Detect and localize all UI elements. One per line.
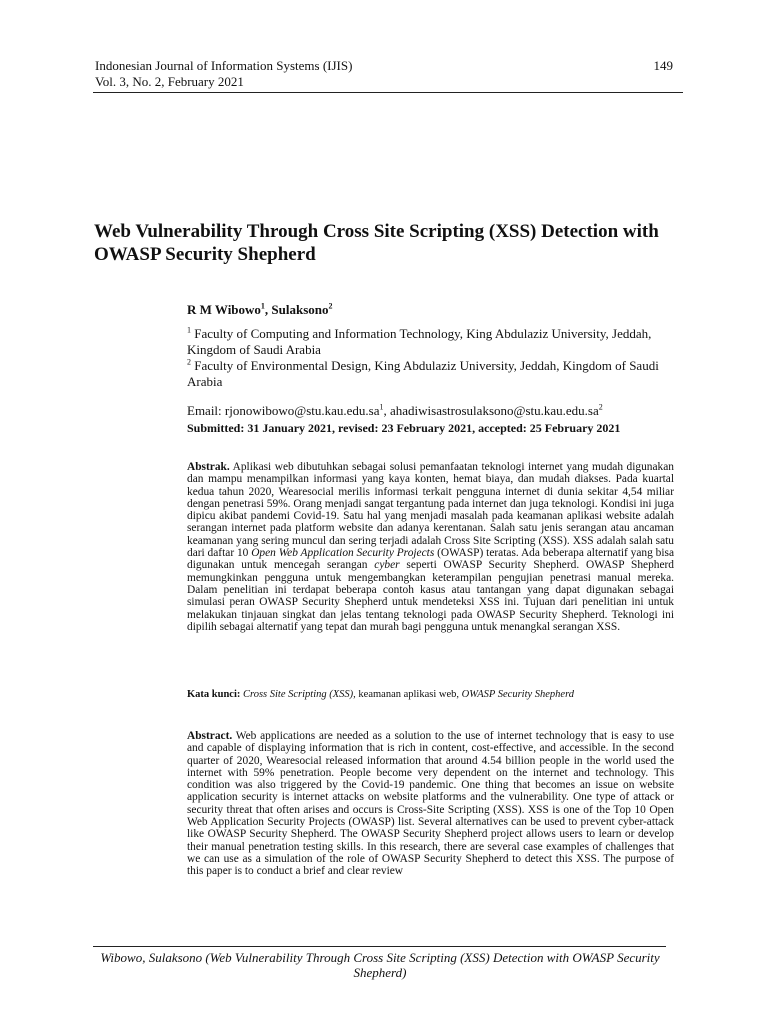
- journal-volume: Vol. 3, No. 2, February 2021: [95, 74, 244, 89]
- email-address[interactable]: ahadiwisastrosulaksono@stu.kau.edu.sa: [390, 403, 599, 418]
- keyword: Cross Site Scripting (XSS),: [243, 689, 356, 700]
- email-address[interactable]: rjonowibowo@stu.kau.edu.sa: [224, 403, 380, 418]
- header-divider: [93, 92, 683, 93]
- affiliation-1: [187, 326, 667, 358]
- running-header: [95, 58, 683, 90]
- affiliation-mark: 1: [187, 325, 191, 335]
- keywords: [187, 689, 574, 700]
- contact-emails: [187, 403, 603, 419]
- abstrak-text: Aplikasi web dibutuhkan sebagai solusi pemanfaatan teknologi internet yang mudah digunakan dan mampu menampilkan informasi yang kaya konten, hemat biaya, dan mudah diakses. Pada kuartal kedua tahun 2020, Wearesocial merilis informasi terkait pengguna internet di dunia sekitar 4,54 miliar dengan penetrasi 59%. Orang menjadi sangat tergantung pada internet dan juga teknologi. Kondisi ini juga dipicu akibat pandemi Covid-19. Satu hal yang menjadi masalah pada keamanan aplikasi website adalah serangan internet pada platform website dan adanya kerentanan. Salah satu jenis serangan atau ancaman keamanan yang sering muncul dan sering terjadi adalah Cross Site Scripting (XSS). XSS adalah salah satu dari daftar 10: [187, 461, 674, 560]
- submission-dates: Submitted: 31 January 2021, revised: 23 February 2021, accepted: 25 February 2021: [187, 421, 621, 435]
- affiliation-text: Faculty of Environmental Design, King Abdulaziz University, Jeddah, Kingdom of Saudi Arabia: [187, 358, 659, 389]
- email-separator: ,: [383, 403, 391, 418]
- affiliation-mark: 2: [187, 357, 191, 367]
- affiliation-text: Faculty of Computing and Information Technology, King Abdulaziz University, Jeddah, Kingdom of Saudi Arabia: [187, 326, 652, 357]
- abstract-english: [187, 730, 674, 878]
- keyword: keamanan aplikasi web,: [355, 689, 462, 700]
- author-name: R M Wibowo: [187, 302, 261, 317]
- email-affil-mark: 2: [598, 402, 603, 412]
- author-name: Sulaksono: [271, 302, 329, 317]
- running-footer: Wibowo, Sulaksono (Web Vulnerability Through Cross Site Scripting (XSS) Detection with OWASP Security Shepherd): [100, 950, 660, 980]
- abstract-label: Abstract.: [187, 730, 233, 742]
- page-number: 149: [653, 58, 673, 73]
- abstrak-italic: cyber: [374, 559, 400, 572]
- email-affil-mark: 1: [379, 402, 384, 412]
- journal-name: Indonesian Journal of Information Systems (IJIS): [95, 58, 353, 73]
- author-affil-mark: 2: [328, 301, 333, 311]
- keywords-label: Kata kunci:: [187, 689, 241, 700]
- footer-divider: [93, 946, 666, 947]
- abstrak-indonesian: [187, 461, 674, 633]
- keyword: OWASP Security Shepherd: [461, 689, 575, 700]
- abstrak-italic: Open Web Application Security Projects: [251, 547, 435, 560]
- abstrak-label: Abstrak.: [187, 461, 230, 473]
- abstract-text: Web applications are needed as a solution to the use of internet technology that is easy to use and capable of displaying information that is rich in content, cost-effective, and accessible. In the second quarter of 2020, Wearesocial released information that around 4.54 billion people in the world used the internet with 59% penetration. People become very dependent on the internet and technology. This condition was also triggered by the Covid-19 pandemic. One thing that becomes an issue on website application security is internet attacks on website platforms and the vulnerability. One type of attack or security threat that often arises and occurs is Cross-Site Scripting (XSS). XSS is one of the Top 10 Open Web Application Security Projects (OWASP) list. Several alternatives can be used to prevent cyber-attack like OWASP Security Shepherd. The OWASP Security Shepherd project allows users to learn or develop their manual penetration testing skills. In this research, there are several case examples of challenges that we can use as a simulation of the role of OWASP Security Shepherd to detect this XSS. The purpose of this paper is to conduct a brief and clear review: [187, 730, 674, 878]
- email-label: Email:: [187, 403, 225, 418]
- author-separator: ,: [264, 302, 272, 317]
- abstrak-text: (OWASP) teratas. Ada beberapa alternatif yang bisa digunakan untuk mencegah serangan: [187, 547, 675, 572]
- affiliation-2: [187, 358, 667, 390]
- author-list: [187, 302, 333, 318]
- author-affil-mark: 1: [260, 301, 265, 311]
- paper-title: Web Vulnerability Through Cross Site Scripting (XSS) Detection with OWASP Security Shepherd: [94, 221, 659, 265]
- abstrak-text: seperti OWASP Security Shepherd. OWASP Shepherd memungkinkan pengguna untuk mengembangkan keterampilan pengujian penetrasi manual mereka. Dalam penelitian ini terdapat beberapa contoh kasus atau tantangan yang dapat digunakan sebagai simulasi peran OWASP Security Shepherd untuk mendeteksi XSS ini. Tujuan dari penelitian ini untuk melakukan tinjauan singkat dan jelas tentang teknologi pada OWASP Security Shepherd. Teknologi ini dipilih sebagai alternatif yang tepat dan murah bagi pengguna untuk menangkal serangan XSS.: [187, 559, 675, 633]
